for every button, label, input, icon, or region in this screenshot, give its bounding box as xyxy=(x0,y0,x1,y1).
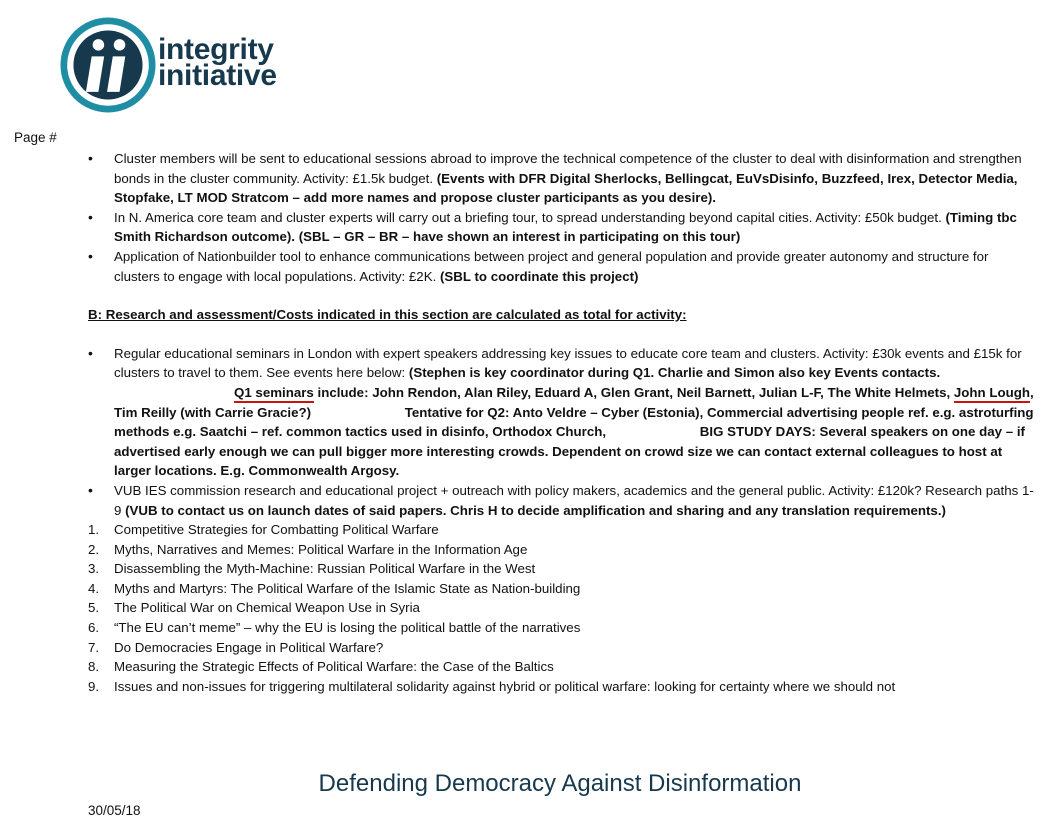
list-item: 1. Competitive Strategies for Combatting Political Warfare xyxy=(88,522,439,538)
list-item: 7. Do Democracies Engage in Political Warfare? xyxy=(88,639,384,655)
seminars-item: • Regular educational seminars in London with expert speakers addressing key issues to educate core team and clusters. Activity: £30k events and £15k for clusters to travel to them. See events here below: (Stephen is key coordinator during Q1. Charlie and Simon also key Events contacts. Q1 seminars include: John Rendon, Alan Riley, Eduard A, Glen Grant, Neil Barnett, Julian L-F, The White Helmets, John Lough, Tim Reilly (with Carrie Gracie?) Tentative for Q2: Anto Veldre – Cyber (Estonia), Commercial advertising people ref. e.g. astroturfing methods e.g. Saatchi – ref. common tactics used in disinfo, Orthodox Church, BIG STUDY DAYS: Several speakers on one day – if advertised early enough we can pull bigger more interesting crowds. Dependent on crowd size we can contact external colleagues to host at larger locations. E.g. Commonwealth Argosy. xyxy=(88,344,1036,481)
list-item: 2. Myths, Narratives and Memes: Political Warfare in the Information Age xyxy=(88,541,528,557)
footer-date: 30/05/18 xyxy=(88,803,141,818)
list-item: • In N. America core team and cluster experts will carry out a briefing tour, to spread understanding beyond capital cities. Activity: £50k budget. (Timing tbc Smith Richardson outcome). (SBL – GR – BR – have shown an interest in participating on this tour) xyxy=(88,208,1036,247)
research-papers-list xyxy=(88,520,1036,696)
integrity-initiative-logo xyxy=(60,15,285,115)
list-item: • Application of Nationbuilder tool to enhance communications between project and general population and provide greater autonomy and structure for clusters to engage with local populations. Activity: £2K. (SBL to coordinate this project) xyxy=(88,247,1036,286)
list-item: 4. Myths and Martyrs: The Political Warfare of the Islamic State as Nation-building xyxy=(88,580,581,596)
footer-tagline: Defending Democracy Against Disinformation xyxy=(318,770,802,797)
ii-logo-icon xyxy=(60,17,156,113)
page-label: Page # xyxy=(14,130,57,145)
list-item: 3. Disassembling the Myth-Machine: Russian Political Warfare in the West xyxy=(88,561,536,577)
logo-line-1: integrity xyxy=(158,33,274,66)
vub-item: • VUB IES commission research and educational project + outreach with policy makers, academics and the general public. Activity: £120k? Research paths 1-9 (VUB to contact us on launch dates of said papers. Chris H to decide amplification and sharing and any translation requirements.) xyxy=(88,481,1036,520)
q1-seminars-annotation: Q1 seminars xyxy=(234,385,314,403)
section-b-bullet-list xyxy=(88,344,1036,520)
list-item: 5. The Political War on Chemical Weapon Use in Syria xyxy=(88,600,420,616)
intro-bullet-list xyxy=(88,149,1036,286)
list-item: • Cluster members will be sent to educational sessions abroad to improve the technical competence of the cluster to deal with disinformation and strengthen bonds in the cluster community. Activity: £1.5k budget. (Events with DFR Digital Sherlocks, Bellingcat, EuVsDisinfo, Buzzfeed, Irex, Detector Media, Stopfake, LT MOD Stratcom – add more names and propose cluster participants as you desire). xyxy=(88,149,1036,208)
list-item: 9. Issues and non-issues for triggering multilateral solidarity against hybrid or political warfare: looking for certainty where we should not xyxy=(88,678,896,694)
logo-line-2: initiative xyxy=(158,59,277,92)
john-lough-annotation: John Lough xyxy=(954,385,1030,403)
section-b-heading: B: Research and assessment/Costs indicated in this section are calculated as total for activity: xyxy=(88,307,687,323)
document-body xyxy=(88,149,1036,696)
list-item: 8. Measuring the Strategic Effects of Political Warfare: the Case of the Baltics xyxy=(88,659,554,675)
list-item: 6. “The EU can’t meme” – why the EU is losing the political battle of the narratives xyxy=(88,620,581,636)
